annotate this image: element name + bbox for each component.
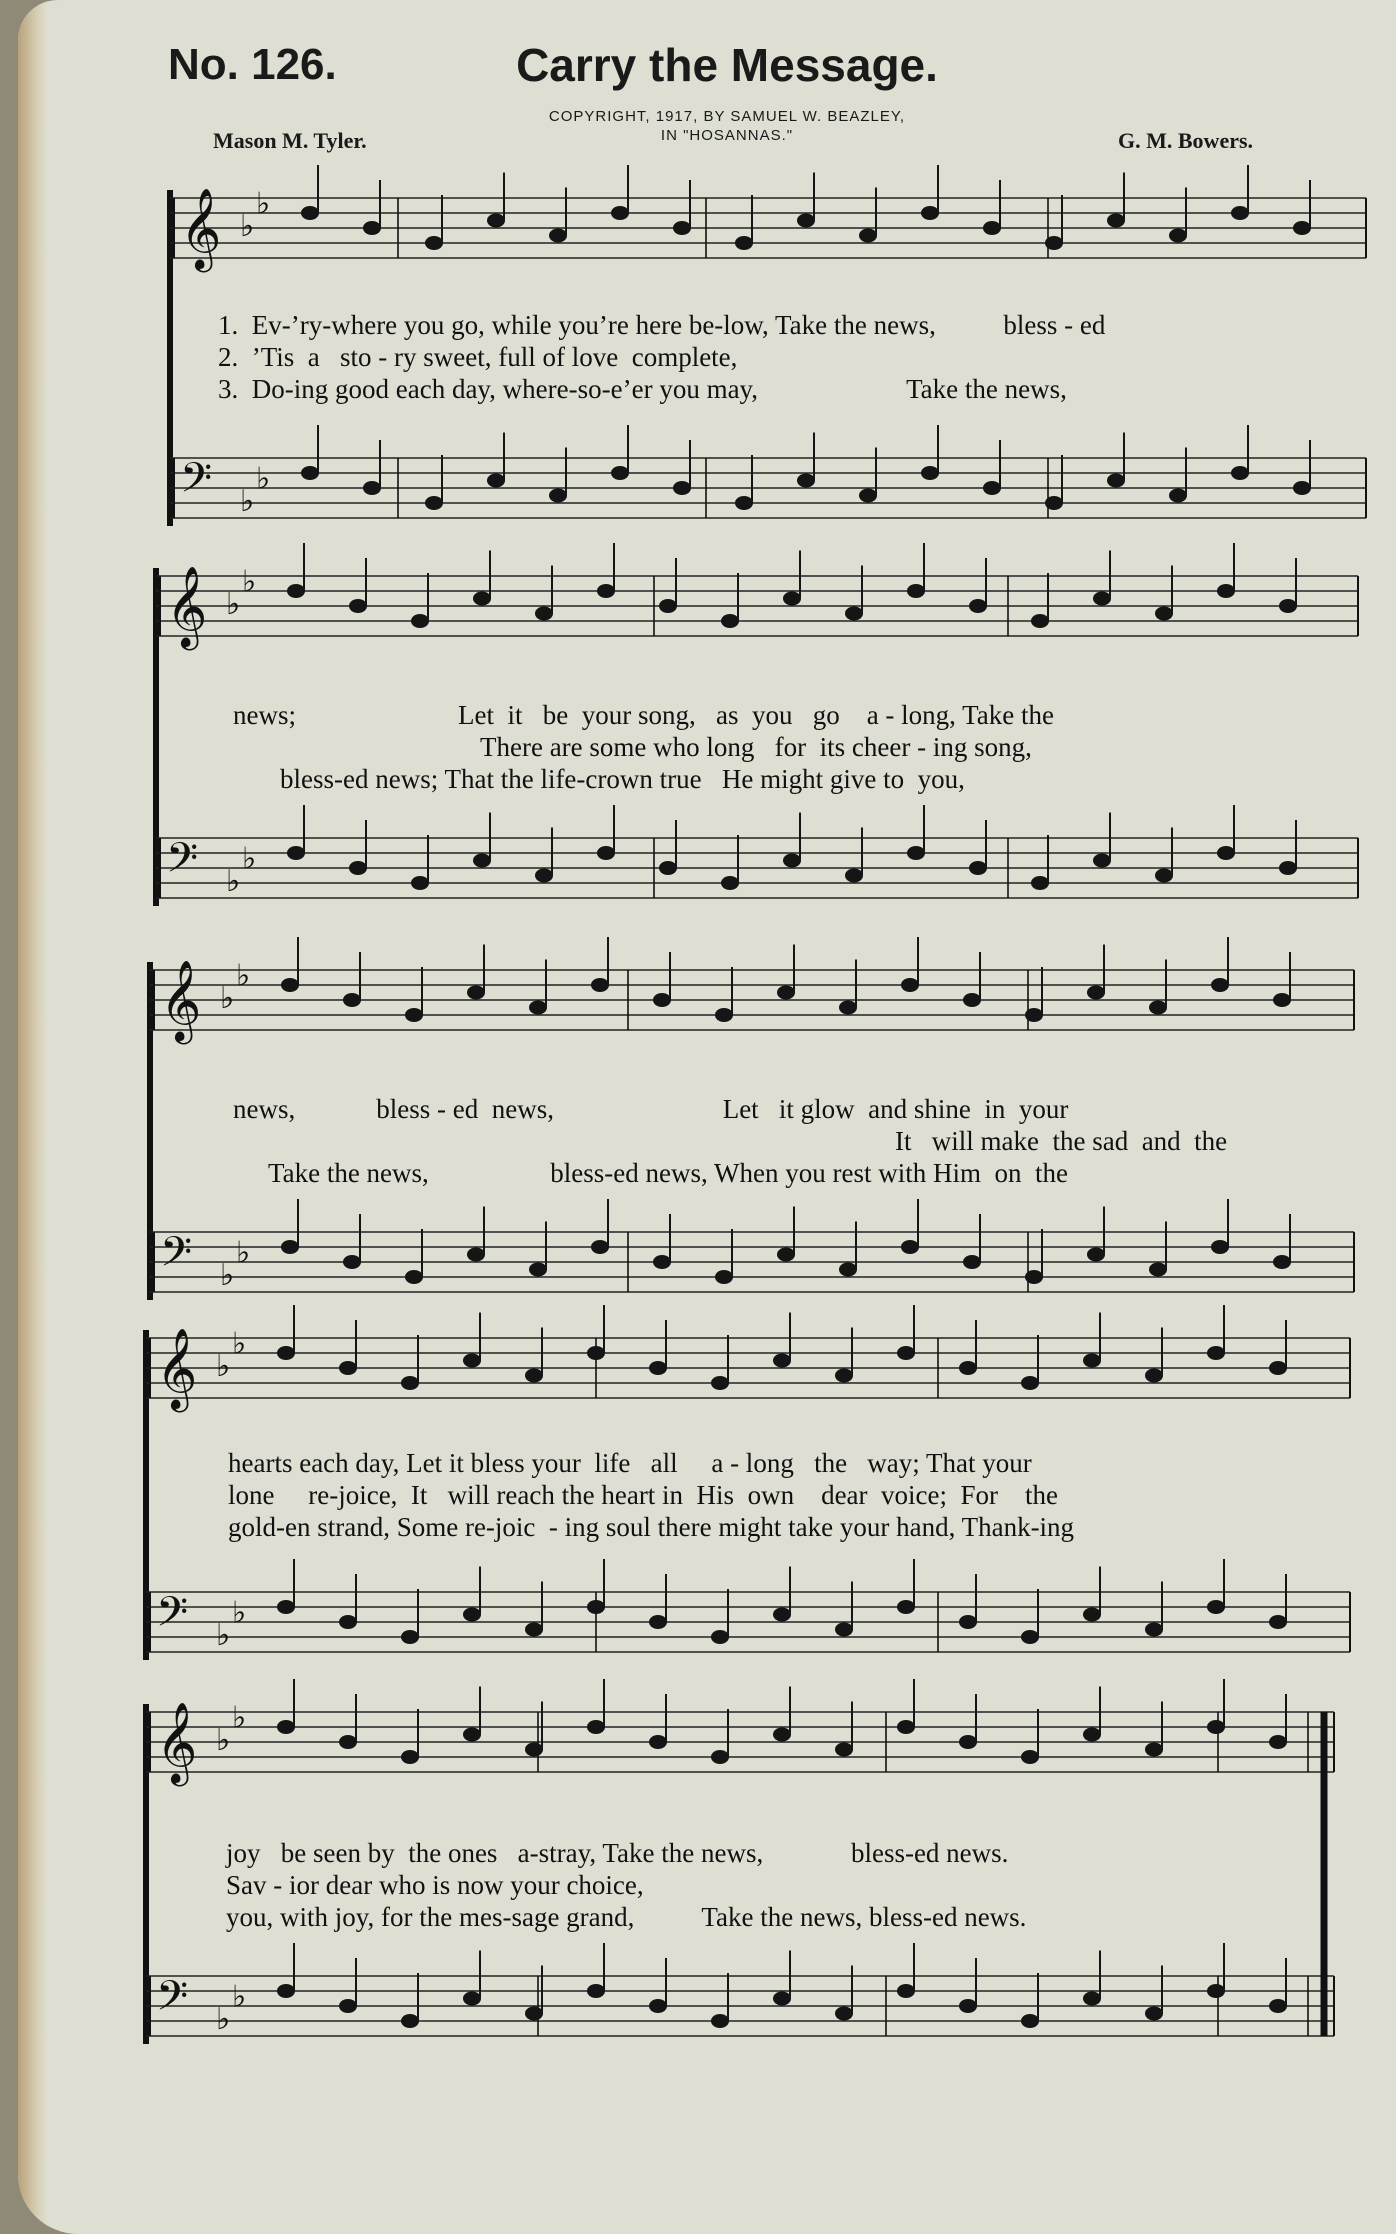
- note-head: [797, 214, 815, 228]
- note-head: [535, 869, 553, 883]
- note-head: [1025, 1270, 1043, 1284]
- note-head: [549, 229, 567, 243]
- note-head: [591, 978, 609, 992]
- note-head: [467, 986, 485, 1000]
- note-head: [587, 1346, 605, 1360]
- note-head: [659, 599, 677, 613]
- bass-clef-icon: 𝄢: [156, 1972, 189, 2030]
- note-head: [649, 1361, 667, 1375]
- note-head: [597, 846, 615, 860]
- note-head: [1211, 978, 1229, 992]
- note-head: [349, 861, 367, 875]
- note-head: [1087, 986, 1105, 1000]
- note-head: [1279, 861, 1297, 875]
- note-head: [797, 474, 815, 488]
- note-head: [1217, 846, 1235, 860]
- note-head: [277, 1346, 295, 1360]
- note-head: [1045, 496, 1063, 510]
- note-head: [587, 1600, 605, 1614]
- flat-sign-icon: ♭: [236, 958, 251, 994]
- note-head: [1217, 584, 1235, 598]
- flat-sign-icon: ♭: [220, 1258, 235, 1293]
- hymnal-page: [18, 0, 1396, 2234]
- note-head: [1169, 489, 1187, 503]
- treble-clef-icon: 𝄞: [156, 1701, 198, 1783]
- flat-sign-icon: ♭: [242, 564, 257, 600]
- note-head: [463, 1608, 481, 1622]
- flat-sign-icon: ♭: [226, 864, 241, 899]
- note-head: [463, 1354, 481, 1368]
- flat-sign-icon: ♭: [220, 981, 235, 1016]
- note-head: [1293, 221, 1311, 235]
- note-head: [845, 869, 863, 883]
- note-head: [959, 1735, 977, 1749]
- note-head: [897, 1984, 915, 1998]
- flat-sign-icon: ♭: [232, 1700, 247, 1736]
- lyric-line: you, with joy, for the mes-sage grand, Take the news, bless-ed news.: [226, 1902, 1027, 1932]
- note-head: [1145, 1369, 1163, 1383]
- note-head: [277, 1600, 295, 1614]
- note-head: [835, 2007, 853, 2021]
- note-head: [405, 1008, 423, 1022]
- note-head: [773, 1728, 791, 1742]
- note-head: [1025, 1008, 1043, 1022]
- flat-sign-icon: ♭: [240, 209, 255, 244]
- note-head: [339, 1999, 357, 2013]
- lyricist: Mason M. Tyler.: [213, 128, 367, 153]
- note-head: [401, 1376, 419, 1390]
- note-head: [597, 584, 615, 598]
- note-head: [1149, 1263, 1167, 1277]
- note-head: [535, 607, 553, 621]
- note-head: [901, 978, 919, 992]
- note-head: [735, 496, 753, 510]
- lyric-line: Take the news, bless-ed news, When you rest with Him on the: [268, 1158, 1068, 1188]
- flat-sign-icon: ♭: [256, 186, 271, 222]
- note-head: [411, 614, 429, 628]
- flat-sign-icon: ♭: [216, 2002, 231, 2037]
- note-head: [715, 1270, 733, 1284]
- note-head: [525, 1623, 543, 1637]
- note-head: [649, 1735, 667, 1749]
- note-head: [301, 206, 319, 220]
- note-head: [1273, 993, 1291, 1007]
- note-head: [525, 1369, 543, 1383]
- note-head: [287, 846, 305, 860]
- flat-sign-icon: ♭: [256, 461, 271, 497]
- note-head: [1269, 1999, 1287, 2013]
- note-head: [1083, 1354, 1101, 1368]
- note-head: [301, 466, 319, 480]
- bass-clef-icon: 𝄢: [180, 454, 213, 512]
- note-head: [859, 489, 877, 503]
- flat-sign-icon: ♭: [240, 484, 255, 519]
- lyric-line: There are some who long for its cheer - ing song,: [480, 732, 1032, 762]
- note-head: [1093, 854, 1111, 868]
- note-head: [959, 1361, 977, 1375]
- hymn-title: Carry the Message.: [516, 39, 938, 91]
- note-head: [1279, 599, 1297, 613]
- note-head: [363, 221, 381, 235]
- flat-sign-icon: ♭: [226, 587, 241, 622]
- note-head: [587, 1984, 605, 1998]
- note-head: [467, 1248, 485, 1262]
- note-head: [401, 1630, 419, 1644]
- note-head: [411, 876, 429, 890]
- note-head: [1021, 2014, 1039, 2028]
- note-head: [783, 854, 801, 868]
- note-head: [715, 1008, 733, 1022]
- note-head: [845, 607, 863, 621]
- note-head: [363, 481, 381, 495]
- note-head: [673, 221, 691, 235]
- note-head: [711, 2014, 729, 2028]
- note-head: [401, 1750, 419, 1764]
- note-head: [529, 1263, 547, 1277]
- note-head: [1021, 1376, 1039, 1390]
- note-head: [921, 206, 939, 220]
- note-head: [1207, 1984, 1225, 1998]
- note-head: [897, 1346, 915, 1360]
- note-head: [777, 1248, 795, 1262]
- lyric-line: lone re-joice, It will reach the heart in His own dear voice; For the: [228, 1480, 1058, 1510]
- note-head: [487, 474, 505, 488]
- note-head: [783, 592, 801, 606]
- note-head: [897, 1600, 915, 1614]
- note-head: [401, 2014, 419, 2028]
- note-head: [907, 584, 925, 598]
- note-head: [525, 1743, 543, 1757]
- note-head: [1031, 614, 1049, 628]
- note-head: [673, 481, 691, 495]
- note-head: [343, 993, 361, 1007]
- treble-clef-icon: 𝄞: [166, 565, 208, 647]
- note-head: [859, 229, 877, 243]
- note-head: [587, 1720, 605, 1734]
- note-head: [1155, 607, 1173, 621]
- lyric-line: 1. Ev-’ry-where you go, while you’re here be-low, Take the news, bless - ed: [218, 310, 1106, 340]
- note-head: [839, 1263, 857, 1277]
- note-head: [711, 1630, 729, 1644]
- note-head: [281, 1240, 299, 1254]
- hymn-number: No. 126.: [168, 40, 337, 89]
- note-head: [591, 1240, 609, 1254]
- bass-clef-icon: 𝄢: [156, 1588, 189, 1646]
- note-head: [277, 1984, 295, 1998]
- copyright-line: COPYRIGHT, 1917, BY SAMUEL W. BEAZLEY,: [548, 108, 906, 125]
- note-head: [1273, 1255, 1291, 1269]
- flat-sign-icon: ♭: [232, 1326, 247, 1362]
- lyric-line: Sav - ior dear who is now your choice,: [226, 1870, 644, 1900]
- note-head: [983, 481, 1001, 495]
- note-head: [777, 986, 795, 1000]
- note-head: [721, 614, 739, 628]
- note-head: [983, 221, 1001, 235]
- bass-clef-icon: 𝄢: [160, 1228, 193, 1286]
- note-head: [277, 1720, 295, 1734]
- note-head: [1211, 1240, 1229, 1254]
- lyric-line: hearts each day, Let it bless your life all a - long the way; That your: [228, 1448, 1032, 1478]
- note-head: [1149, 1001, 1167, 1015]
- lyric-line: It will make the sad and the: [895, 1126, 1228, 1156]
- note-head: [839, 1001, 857, 1015]
- lyric-line: 2. ’Tis a sto - ry sweet, full of love complete,: [218, 342, 738, 372]
- note-head: [1293, 481, 1311, 495]
- lyric-line: gold-en strand, Some re-joic - ing soul there might take your hand, Thank-ing: [228, 1512, 1075, 1542]
- note-head: [1093, 592, 1111, 606]
- flat-sign-icon: ♭: [216, 1618, 231, 1653]
- note-head: [287, 584, 305, 598]
- note-head: [1083, 1992, 1101, 2006]
- note-head: [339, 1615, 357, 1629]
- note-head: [281, 978, 299, 992]
- note-head: [907, 846, 925, 860]
- note-head: [1155, 869, 1173, 883]
- note-head: [773, 1608, 791, 1622]
- treble-clef-icon: 𝄞: [156, 1327, 198, 1409]
- note-head: [1045, 236, 1063, 250]
- composer: G. M. Bowers.: [1118, 128, 1254, 153]
- note-head: [711, 1750, 729, 1764]
- note-head: [1107, 474, 1125, 488]
- copyright-source: IN "HOSANNAS.": [660, 127, 794, 144]
- note-head: [959, 1999, 977, 2013]
- note-head: [1087, 1248, 1105, 1262]
- note-head: [835, 1623, 853, 1637]
- flat-sign-icon: ♭: [242, 841, 257, 877]
- treble-clef-icon: 𝄞: [160, 959, 202, 1041]
- note-head: [487, 214, 505, 228]
- note-head: [339, 1735, 357, 1749]
- note-head: [969, 599, 987, 613]
- note-head: [549, 489, 567, 503]
- note-head: [525, 2007, 543, 2021]
- note-head: [343, 1255, 361, 1269]
- flat-sign-icon: ♭: [232, 1979, 247, 2015]
- lyric-line: news, bless - ed news, Let it glow and shine in your: [233, 1094, 1069, 1124]
- note-head: [1145, 2007, 1163, 2021]
- lyric-line: 3. Do-ing good each day, where-so-e’er you may, Take the news,: [218, 374, 1067, 404]
- note-head: [963, 993, 981, 1007]
- note-head: [835, 1369, 853, 1383]
- note-head: [773, 1354, 791, 1368]
- note-head: [1207, 1720, 1225, 1734]
- note-head: [1269, 1735, 1287, 1749]
- lyric-line: joy be seen by the ones a-stray, Take the news, bless-ed news.: [226, 1838, 1009, 1868]
- note-head: [721, 876, 739, 890]
- note-head: [425, 496, 443, 510]
- note-head: [649, 1999, 667, 2013]
- note-head: [963, 1255, 981, 1269]
- note-head: [1207, 1600, 1225, 1614]
- note-head: [1269, 1615, 1287, 1629]
- note-head: [473, 854, 491, 868]
- note-head: [1107, 214, 1125, 228]
- note-head: [711, 1376, 729, 1390]
- note-head: [1021, 1750, 1039, 1764]
- note-head: [463, 1728, 481, 1742]
- note-head: [1145, 1743, 1163, 1757]
- flat-sign-icon: ♭: [232, 1595, 247, 1631]
- note-head: [835, 1743, 853, 1757]
- note-head: [349, 599, 367, 613]
- note-head: [1031, 876, 1049, 890]
- note-head: [659, 861, 677, 875]
- note-head: [735, 236, 753, 250]
- lyric-line: bless-ed news; That the life-crown true He might give to you,: [280, 764, 965, 794]
- note-head: [969, 861, 987, 875]
- note-head: [653, 1255, 671, 1269]
- note-head: [425, 236, 443, 250]
- flat-sign-icon: ♭: [236, 1235, 251, 1271]
- note-head: [897, 1720, 915, 1734]
- note-head: [405, 1270, 423, 1284]
- note-head: [1231, 206, 1249, 220]
- note-head: [649, 1615, 667, 1629]
- note-head: [529, 1001, 547, 1015]
- note-head: [653, 993, 671, 1007]
- note-head: [339, 1361, 357, 1375]
- note-head: [1169, 229, 1187, 243]
- note-head: [1269, 1361, 1287, 1375]
- note-head: [959, 1615, 977, 1629]
- lyric-line: news; Let it be your song, as you go a - long, Take the: [233, 700, 1054, 730]
- treble-clef-icon: 𝄞: [180, 187, 222, 269]
- note-head: [463, 1992, 481, 2006]
- note-head: [611, 206, 629, 220]
- note-head: [1207, 1346, 1225, 1360]
- flat-sign-icon: ♭: [216, 1723, 231, 1758]
- flat-sign-icon: ♭: [216, 1349, 231, 1384]
- note-head: [921, 466, 939, 480]
- note-head: [1083, 1608, 1101, 1622]
- note-head: [901, 1240, 919, 1254]
- note-head: [611, 466, 629, 480]
- note-head: [473, 592, 491, 606]
- note-head: [1231, 466, 1249, 480]
- note-head: [1145, 1623, 1163, 1637]
- note-head: [1021, 1630, 1039, 1644]
- bass-clef-icon: 𝄢: [166, 834, 199, 892]
- note-head: [1083, 1728, 1101, 1742]
- note-head: [773, 1992, 791, 2006]
